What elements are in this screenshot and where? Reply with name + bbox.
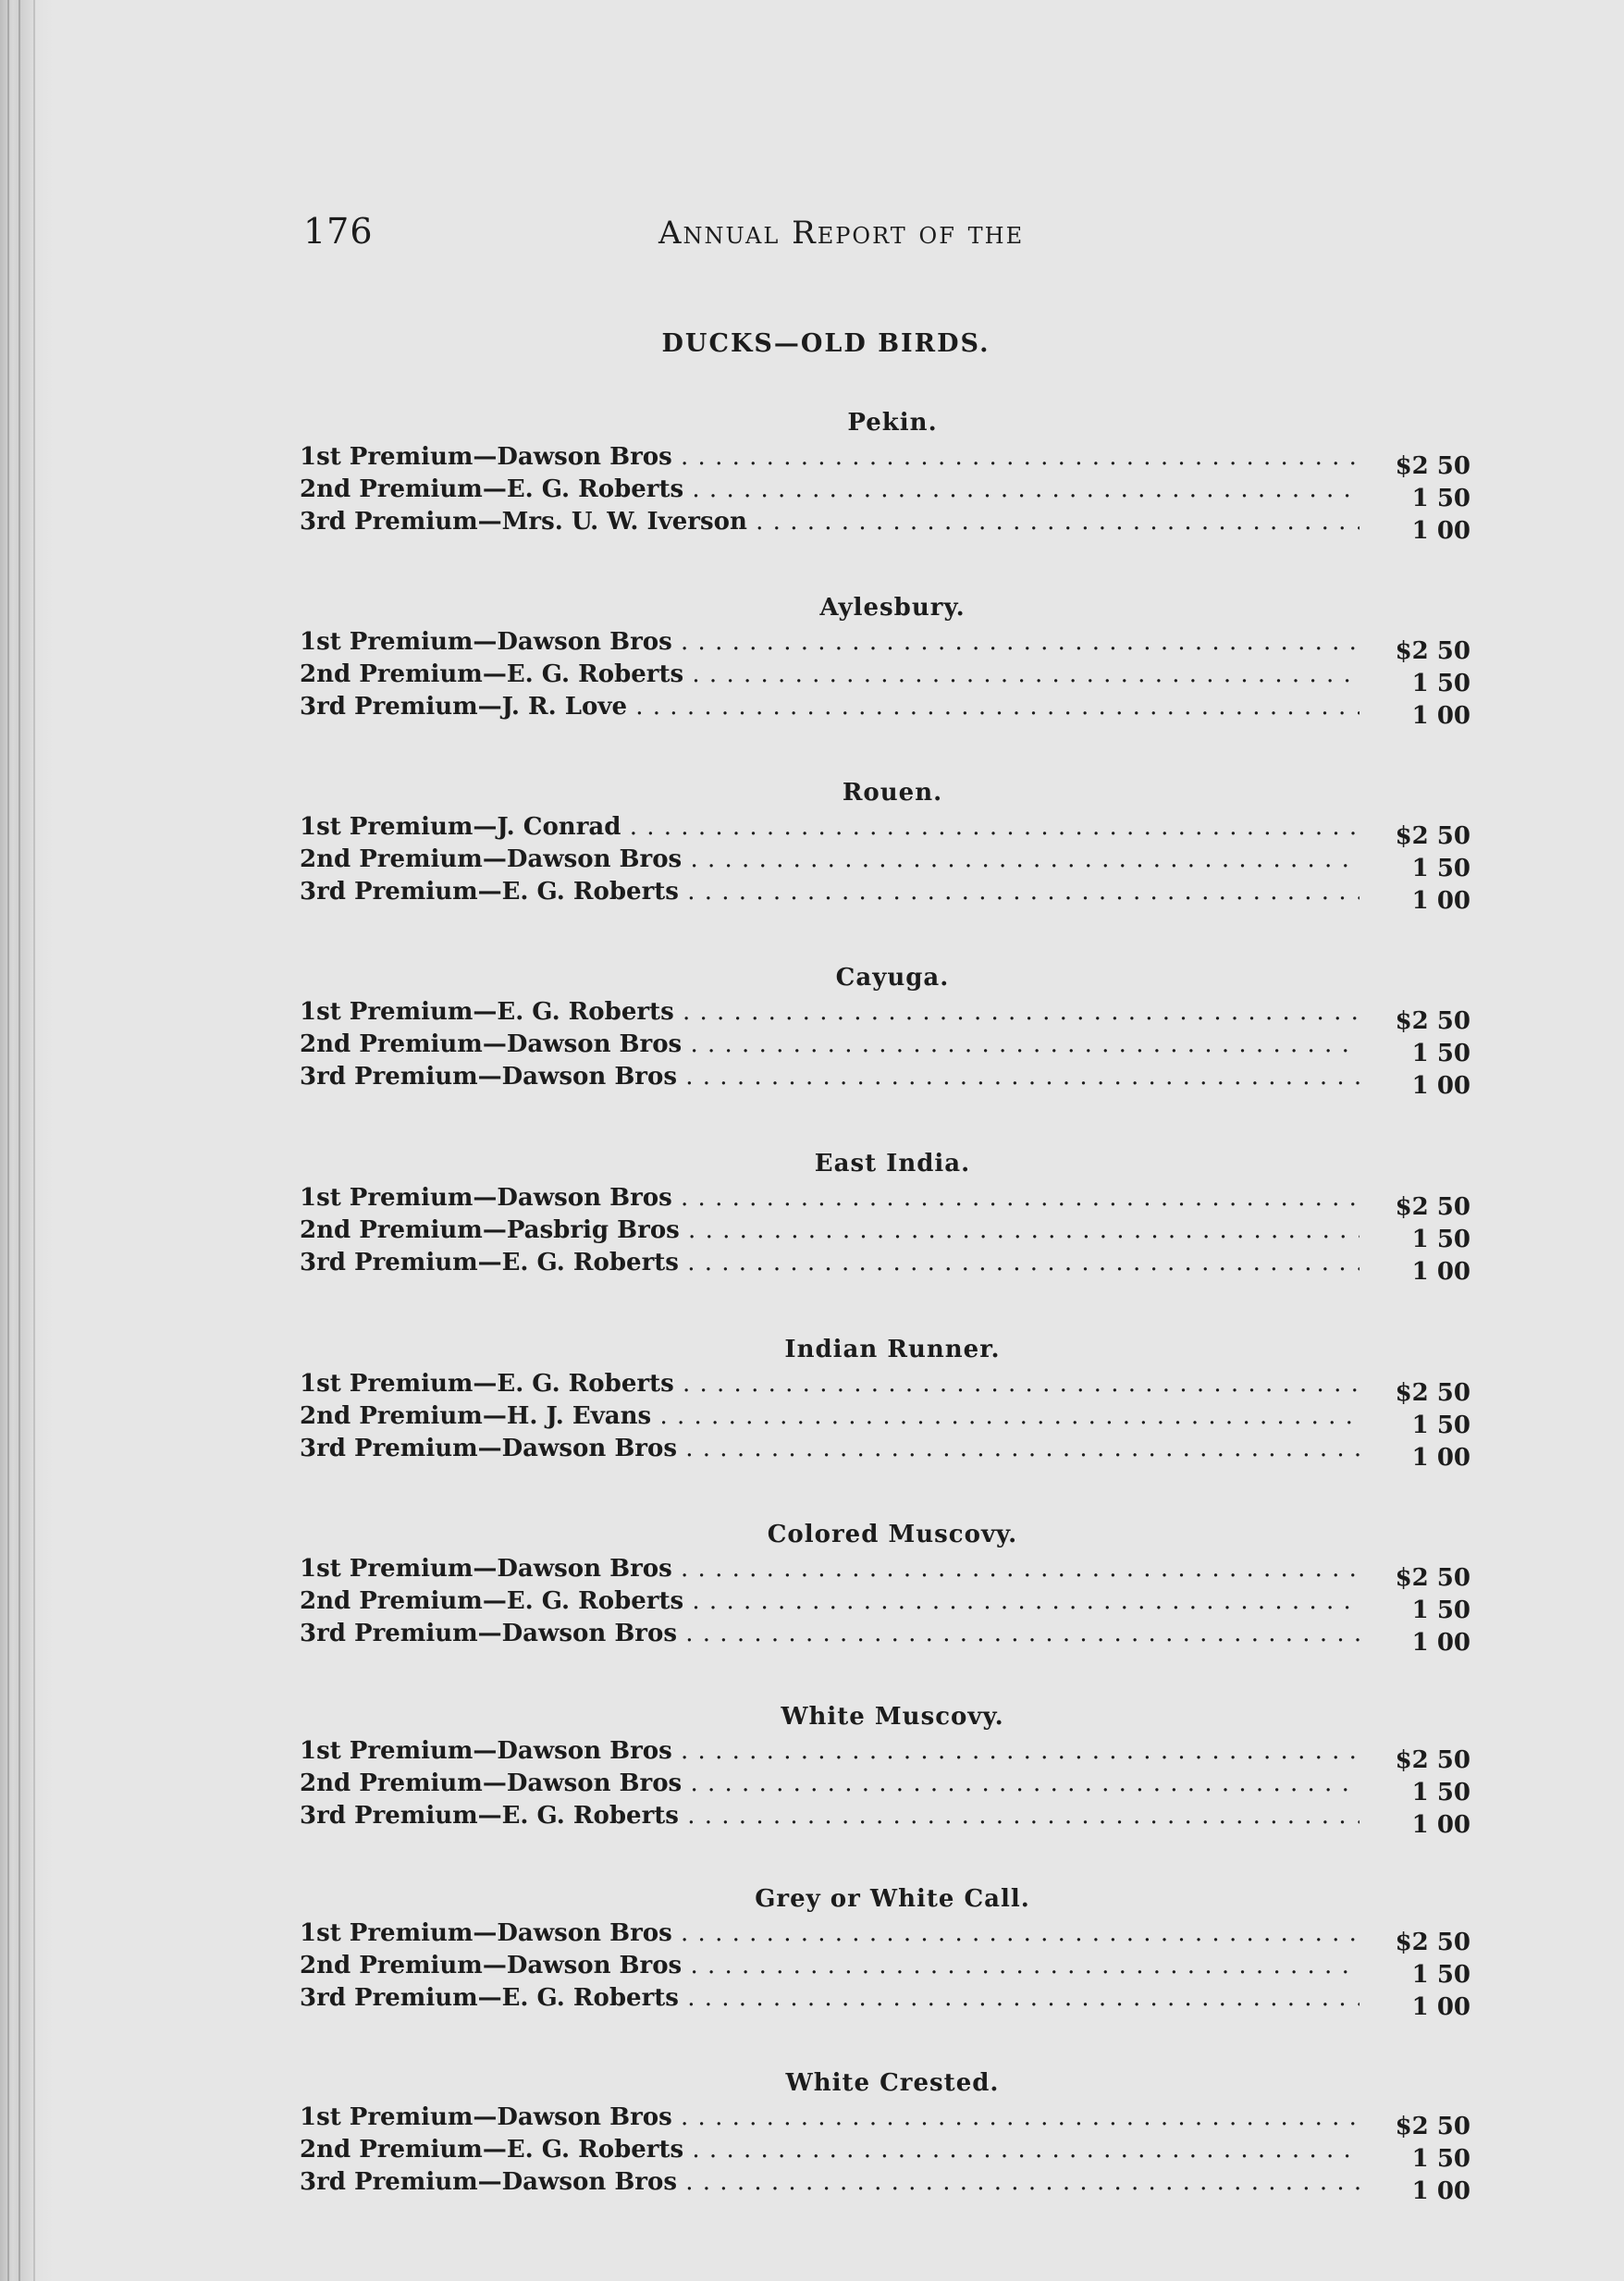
page-header — [0, 205, 1624, 261]
premium-entry — [277, 2102, 1470, 2140]
premium-entry — [277, 1950, 1470, 1989]
premium-amount: $2 50 — [1395, 1007, 1470, 1035]
premium-amount: 1 50 — [1411, 1961, 1470, 1989]
premium-winner: 1st Premium—J. Conrad . . . — [300, 811, 1359, 844]
premium-amount: 1 50 — [1411, 1412, 1470, 1439]
premium-entry — [277, 1400, 1470, 1439]
breed-section-cayuga — [277, 959, 1470, 1100]
premium-winner: 3rd Premium—Dawson Bros . . . — [300, 1618, 1359, 1650]
premium-amount: 1 00 — [1411, 1444, 1470, 1472]
premium-winner: 2nd Premium—E. G. Roberts . . . — [300, 474, 1359, 506]
premium-entry — [277, 626, 1470, 665]
premium-amount: 1 50 — [1411, 485, 1470, 512]
premium-entry — [277, 1368, 1470, 1407]
premium-entry — [277, 2166, 1470, 2205]
premium-entry — [277, 506, 1470, 545]
premium-winner: 3rd Premium—E. G. Roberts . . . — [300, 1800, 1359, 1832]
breed-title: Pekin. — [847, 409, 938, 437]
premium-winner: 1st Premium—E. G. Roberts . . . — [300, 996, 1359, 1029]
premium-entry — [277, 811, 1470, 850]
premium-entry — [277, 1061, 1470, 1100]
premium-amount: 1 00 — [1411, 1258, 1470, 1286]
premium-winner: 3rd Premium—E. G. Roberts . . . — [300, 1982, 1359, 2015]
page-number: 176 — [303, 211, 374, 252]
premium-amount: 1 00 — [1411, 517, 1470, 545]
premium-winner: 3rd Premium—Dawson Bros . . . — [300, 1061, 1359, 1093]
premium-entry — [277, 691, 1470, 730]
premium-winner: 1st Premium—Dawson Bros . . . — [300, 1735, 1359, 1768]
premium-entry — [277, 1735, 1470, 1774]
premium-entry — [277, 1917, 1470, 1956]
premium-winner: 2nd Premium—Dawson Bros . . . — [300, 844, 1359, 876]
breed-section-east-india — [277, 1145, 1470, 1286]
premium-entry — [277, 1618, 1470, 1657]
breed-title: Indian Runner. — [784, 1336, 1001, 1363]
premium-amount: $2 50 — [1395, 1564, 1470, 1592]
premium-amount: 1 50 — [1411, 1040, 1470, 1067]
premium-amount: $2 50 — [1395, 822, 1470, 850]
premium-amount: 1 00 — [1411, 702, 1470, 730]
premium-amount: $2 50 — [1395, 1929, 1470, 1956]
premium-amount: 1 50 — [1411, 1779, 1470, 1806]
premium-amount: 1 00 — [1411, 887, 1470, 915]
premium-amount: 1 00 — [1411, 1811, 1470, 1839]
premium-winner: 3rd Premium—Dawson Bros . . . — [300, 2166, 1359, 2199]
premium-winner: 3rd Premium—Dawson Bros . . . — [300, 1433, 1359, 1465]
premium-winner: 1st Premium—Dawson Bros . . . — [300, 626, 1359, 659]
premium-winner: 3rd Premium—E. G. Roberts . . . — [300, 1247, 1359, 1279]
premium-winner: 2nd Premium—Pasbrig Bros . . . — [300, 1214, 1359, 1247]
breed-section-colored-muscovy — [277, 1516, 1470, 1657]
premium-winner: 2nd Premium—Dawson Bros . . . — [300, 1950, 1359, 1982]
premium-amount: 1 00 — [1411, 1993, 1470, 2021]
premium-winner: 3rd Premium—Mrs. U. W. Iverson . . . — [300, 506, 1359, 538]
premium-amount: 1 50 — [1411, 670, 1470, 697]
premium-entry — [277, 659, 1470, 697]
breed-section-white-crested — [277, 2065, 1470, 2205]
running-head: Annual Report of the — [658, 215, 1025, 252]
premium-entry — [277, 876, 1470, 915]
premium-entry — [277, 1247, 1470, 1286]
premium-winner: 3rd Premium—E. G. Roberts . . . — [300, 876, 1359, 908]
premium-amount: 1 00 — [1411, 1072, 1470, 1100]
breed-section-white-muscovy — [277, 1698, 1470, 1839]
premium-amount: 1 50 — [1411, 1226, 1470, 1253]
premium-entry — [277, 1214, 1470, 1253]
breed-title: Grey or White Call. — [755, 1885, 1030, 1913]
premium-winner: 1st Premium—Dawson Bros . . . — [300, 441, 1359, 474]
premium-winner: 1st Premium—Dawson Bros . . . — [300, 2102, 1359, 2134]
breed-title: Aylesbury. — [819, 594, 966, 622]
premium-winner: 2nd Premium—E. G. Roberts . . . — [300, 659, 1359, 691]
premium-winner: 2nd Premium—E. G. Roberts . . . — [300, 1585, 1359, 1618]
breed-title: Colored Muscovy. — [767, 1521, 1018, 1548]
breed-section-grey-or-white-call — [277, 1880, 1470, 2021]
premium-winner: 2nd Premium—Dawson Bros . . . — [300, 1768, 1359, 1800]
breed-title: Rouen. — [842, 779, 943, 807]
breed-section-pekin — [277, 404, 1470, 545]
premium-amount: $2 50 — [1395, 1746, 1470, 1774]
breed-title: East India. — [814, 1150, 971, 1177]
premium-winner: 1st Premium—Dawson Bros . . . — [300, 1182, 1359, 1214]
premium-amount: 1 50 — [1411, 2145, 1470, 2173]
section-title: DUCKS—OLD BIRDS. — [661, 329, 990, 358]
premium-entry — [277, 441, 1470, 480]
breed-section-indian-runner — [277, 1331, 1470, 1472]
premium-winner: 1st Premium—Dawson Bros . . . — [300, 1917, 1359, 1950]
premium-entry — [277, 996, 1470, 1035]
premium-amount: 1 50 — [1411, 855, 1470, 882]
premium-winner: 1st Premium—Dawson Bros . . . — [300, 1553, 1359, 1585]
premium-entry — [277, 1585, 1470, 1624]
premium-amount: $2 50 — [1395, 1379, 1470, 1407]
premium-amount: $2 50 — [1395, 637, 1470, 665]
premium-amount: $2 50 — [1395, 2113, 1470, 2140]
premium-entry — [277, 1182, 1470, 1221]
premium-entry — [277, 844, 1470, 882]
premium-winner: 2nd Premium—E. G. Roberts . . . — [300, 2134, 1359, 2166]
premium-winner: 2nd Premium—Dawson Bros . . . — [300, 1029, 1359, 1061]
premium-amount: 1 00 — [1411, 1629, 1470, 1657]
premium-entry — [277, 1433, 1470, 1472]
breed-title: White Crested. — [785, 2069, 1000, 2097]
premium-entry — [277, 2134, 1470, 2173]
premium-entry — [277, 1982, 1470, 2021]
breed-title: Cayuga. — [835, 964, 950, 992]
breed-section-aylesbury — [277, 589, 1470, 730]
premium-amount: $2 50 — [1395, 1193, 1470, 1221]
premium-amount: 1 00 — [1411, 2177, 1470, 2205]
premium-entry — [277, 474, 1470, 512]
premium-winner: 2nd Premium—H. J. Evans . . . — [300, 1400, 1359, 1433]
premium-entry — [277, 1768, 1470, 1806]
premium-entry — [277, 1029, 1470, 1067]
premium-amount: 1 50 — [1411, 1597, 1470, 1624]
breed-title: White Muscovy. — [781, 1703, 1004, 1731]
premium-entry — [277, 1553, 1470, 1592]
premium-winner: 3rd Premium—J. R. Love . . . — [300, 691, 1359, 723]
premium-amount: $2 50 — [1395, 452, 1470, 480]
breed-section-rouen — [277, 774, 1470, 915]
premium-entry — [277, 1800, 1470, 1839]
premium-winner: 1st Premium—E. G. Roberts . . . — [300, 1368, 1359, 1400]
